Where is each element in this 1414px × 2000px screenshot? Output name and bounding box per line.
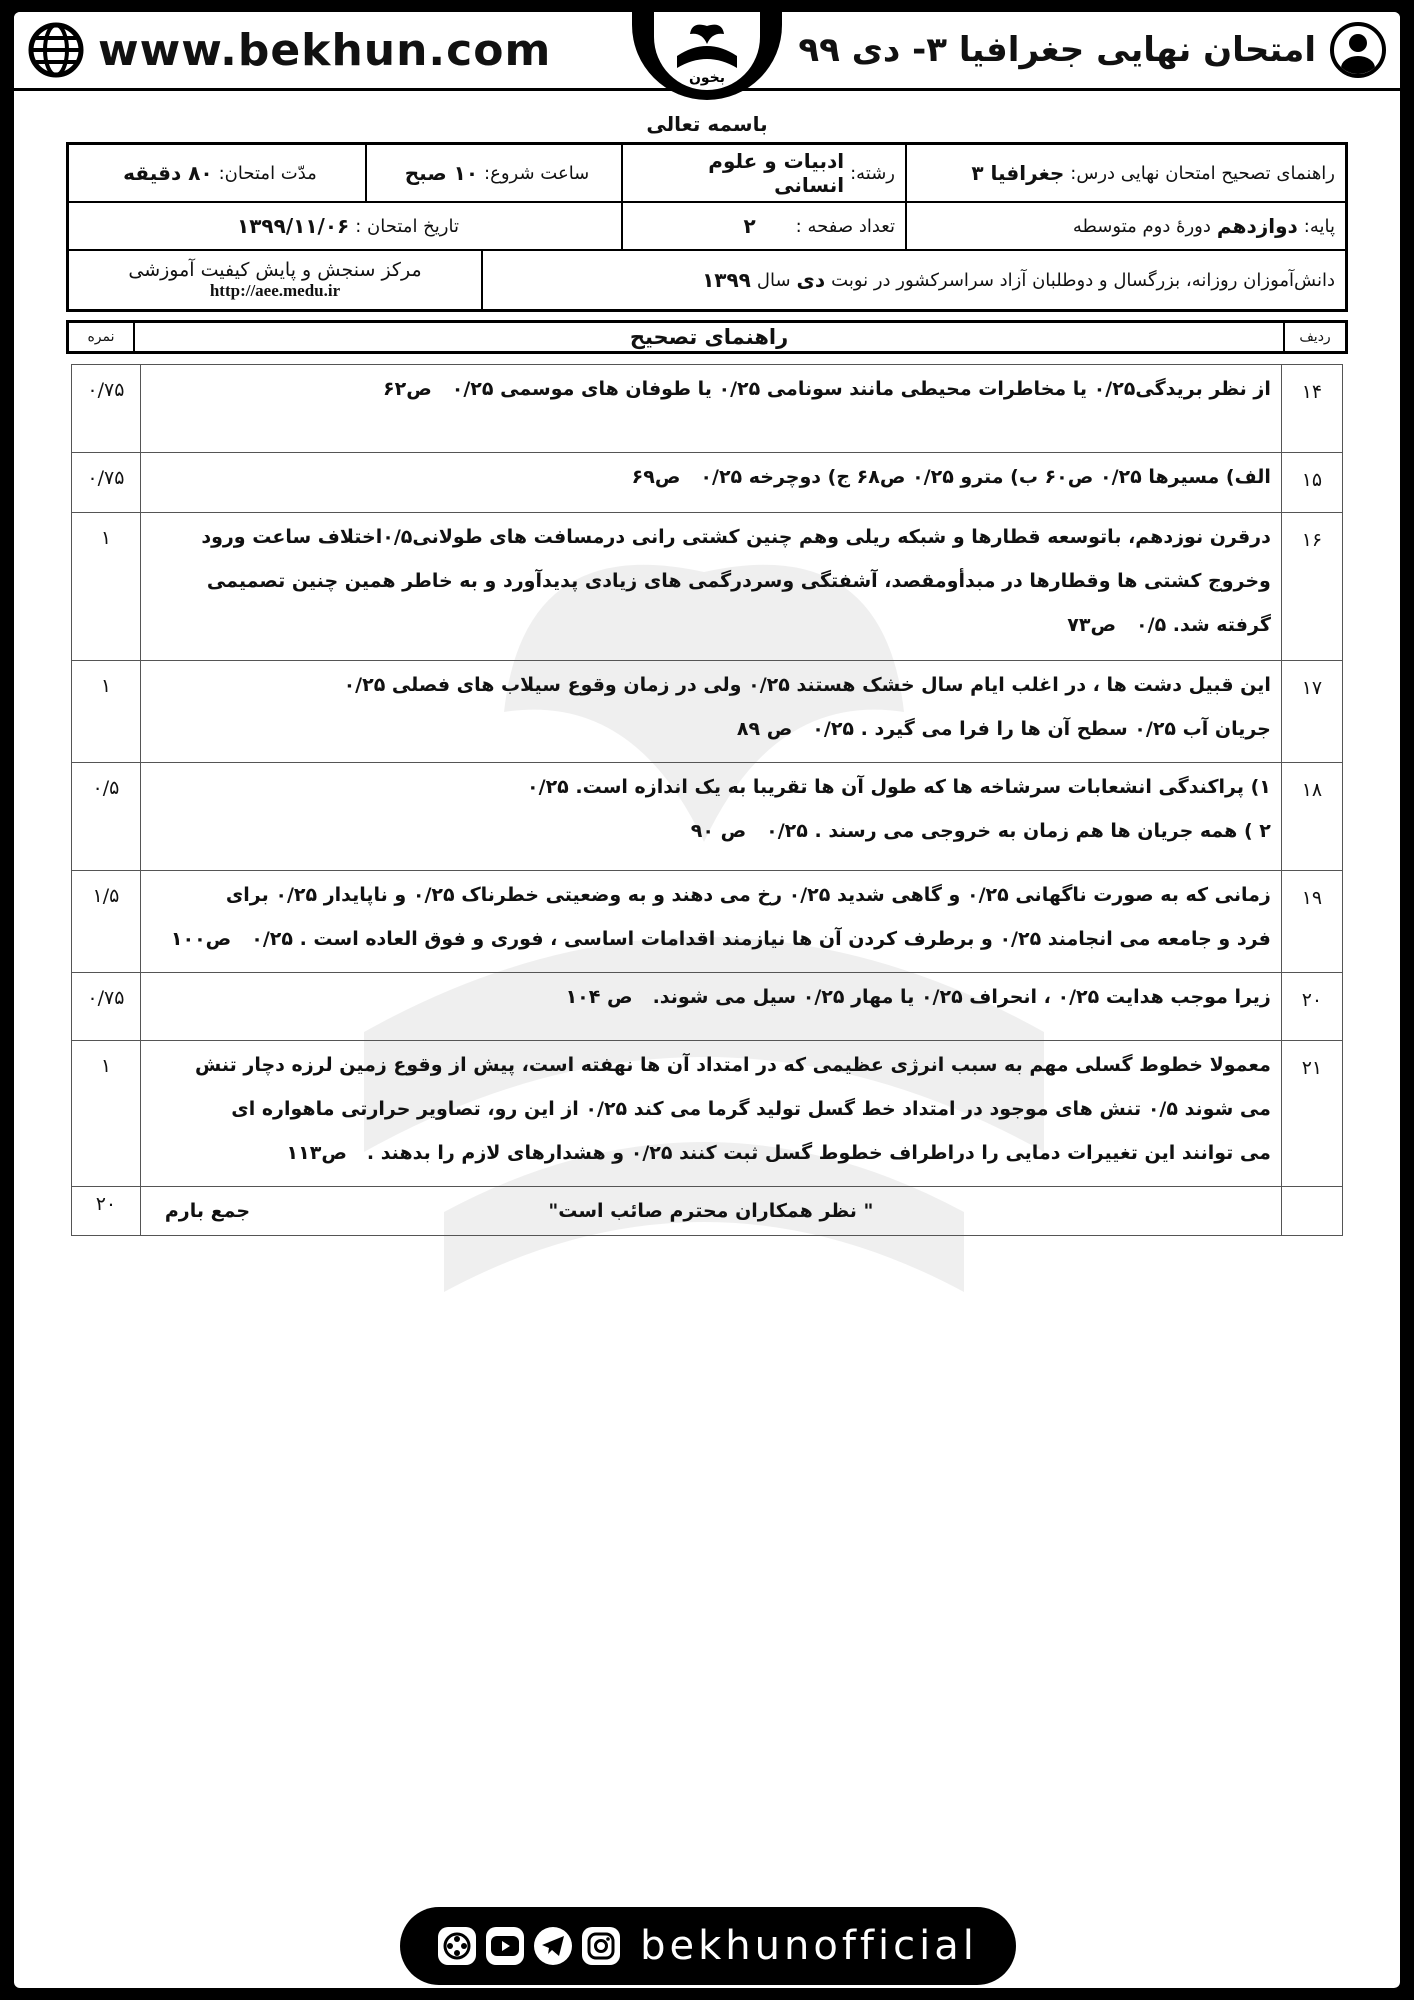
youtube-icon[interactable] xyxy=(486,1927,524,1965)
bismillah: باسمه تعالی xyxy=(646,112,768,136)
row-score: ۱/۵ xyxy=(72,871,141,973)
aparat-icon[interactable] xyxy=(438,1927,476,1965)
row-score: ۱ xyxy=(72,661,141,763)
answer-line xyxy=(151,455,1271,499)
row-score: ۱ xyxy=(72,513,141,661)
pages-cell xyxy=(621,203,905,249)
answer-line-text: می شوند ۰/۵ تنش های موجود در امتداد خط گسل تولید گرما می کند ۰/۲۵ از این رو، تصاویر حرارتی ماهواره ای xyxy=(231,1098,1271,1120)
answer-text xyxy=(140,453,1281,513)
book-logo-icon xyxy=(662,16,752,86)
answer-line-text: از نظر بریدگی۰/۲۵ یا مخاطرات محیطی مانند سونامی ۰/۲۵ یا طوفان های موسمی ۰/۲۵ xyxy=(451,378,1271,400)
row-score: ۰/۷۵ xyxy=(72,973,141,1041)
answer-line xyxy=(151,873,1271,917)
course-cell xyxy=(905,145,1345,201)
answer-line-text: فرد و جامعه می انجامند ۰/۲۵ و برطرف کردن آن ها نیازمند اقدامات اساسی ، فوری و فوق العاده است . ۰/۲۵ xyxy=(251,928,1271,950)
students-text: دانش‌آموزان روزانه، بزرگسال و دوطلبان آزاد سراسرکشور در نوبت xyxy=(831,269,1335,291)
session-value: دی xyxy=(796,268,826,292)
start-value: ۱۰ صبح xyxy=(404,161,479,185)
row-number: ۱۷ xyxy=(1281,661,1342,763)
duration-label: مدّت امتحان: xyxy=(218,162,317,184)
answer-line-text: زمانی که به صورت ناگهانی ۰/۲۵ و گاهی شدید ۰/۲۵ رخ می دهند و به وضعیتی خطرناک ۰/۲۵ و ناپایدار ۰/۲۵ برای xyxy=(225,884,1271,906)
answer-line-text: ۲ ) همه جریان ها هم زمان به خروجی می رسند . ۰/۲۵ xyxy=(766,820,1271,842)
header-title-group xyxy=(798,12,1386,88)
answer-row xyxy=(72,763,1343,871)
answer-text xyxy=(140,763,1281,871)
answer-table-header xyxy=(66,320,1348,354)
answer-line-text: زیرا موجب هدایت ۰/۲۵ ، انحراف ۰/۲۵ یا مهار ۰/۲۵ سیل می شوند. xyxy=(652,986,1271,1008)
header-site-group xyxy=(28,12,551,88)
grade-label: پایه: xyxy=(1303,215,1335,237)
page-reference: ص۱۰۰ xyxy=(170,928,232,950)
center-name: مرکز سنجش و پایش کیفیت آموزشی xyxy=(128,259,422,281)
sum-row xyxy=(72,1187,1343,1236)
answer-text xyxy=(140,661,1281,763)
answer-text xyxy=(140,871,1281,973)
course-value: جغرافیا ۳ xyxy=(971,161,1065,185)
answer-row xyxy=(72,513,1343,661)
instagram-icon[interactable] xyxy=(582,1927,620,1965)
answer-row xyxy=(72,973,1343,1041)
row-score: ۱ xyxy=(72,1041,141,1187)
telegram-icon[interactable] xyxy=(534,1927,572,1965)
answer-line xyxy=(151,603,1271,647)
answer-line xyxy=(151,765,1271,809)
grade-value: دوازدهم xyxy=(1216,214,1298,238)
answer-line xyxy=(151,707,1271,751)
row-number: ۱۶ xyxy=(1281,513,1342,661)
answer-line-text: معمولا خطوط گسلی مهم به سبب انرژی عظیمی که در امتداد آن ها نهفته است، پیش از وقوع زمین لرزه دچار تنش xyxy=(195,1054,1271,1076)
year-value: ۱۳۹۹ xyxy=(702,268,751,292)
page xyxy=(14,12,1400,1988)
sum-label: جمع بارم xyxy=(164,1200,251,1222)
logo xyxy=(654,12,760,90)
row-number: ۱۵ xyxy=(1281,453,1342,513)
exam-info-table xyxy=(66,142,1348,312)
field-cell xyxy=(621,145,905,201)
date-label: تاریخ امتحان : xyxy=(355,215,459,237)
start-label: ساعت شروع: xyxy=(484,162,590,184)
answer-line-text: این قبیل دشت ها ، در اغلب ایام سال خشک هستند ۰/۲۵ ولی در زمان وقوع سیلاب های فصلی ۰/۲۵ xyxy=(343,674,1271,696)
center-cell xyxy=(69,251,481,309)
globe-icon[interactable] xyxy=(28,22,84,78)
answer-line xyxy=(151,1087,1271,1131)
answer-line-text: درقرن نوزدهم، باتوسعه قطارها و شبکه ریلی وهم چنین کشتی رانی درمسافت های طولانی۰/۵اختلاف ساعت ورود xyxy=(201,526,1271,548)
answer-line xyxy=(151,809,1271,853)
page-reference: ص ۸۹ xyxy=(736,718,793,740)
answer-text xyxy=(140,365,1281,453)
row-number: ۱۹ xyxy=(1281,871,1342,973)
answer-table xyxy=(71,364,1343,1236)
answer-line xyxy=(151,1043,1271,1087)
answer-line xyxy=(151,559,1271,603)
logo-badge[interactable] xyxy=(632,12,782,100)
students-cell xyxy=(481,251,1345,309)
answer-text xyxy=(140,973,1281,1041)
social-handle[interactable]: bekhunofficial xyxy=(640,1923,978,1969)
column-score-header: نمره xyxy=(87,329,115,345)
grade-suffix: دورهٔ دوم متوسطه xyxy=(1072,215,1211,237)
sum-value: ۲۰ xyxy=(72,1187,141,1236)
answer-line-text: گرفته شد. ۰/۵ xyxy=(1136,614,1271,636)
duration-cell xyxy=(69,145,365,201)
answer-line-text: الف) مسیرها ۰/۲۵ ص۶۰ ب) مترو ۰/۲۵ ص۶۸ ج) دوچرخه ۰/۲۵ xyxy=(700,466,1271,488)
row-number: ۱۴ xyxy=(1281,365,1342,453)
answer-text xyxy=(140,1041,1281,1187)
answer-line-text: می توانند این تغییرات دمایی را دراطراف خطوط گسل ثبت کنند ۰/۲۵ و هشدارهای لازم را بدهند . xyxy=(366,1142,1271,1164)
start-cell xyxy=(365,145,621,201)
field-label: رشته: xyxy=(850,162,895,184)
row-number: ۲۰ xyxy=(1281,973,1342,1041)
row-score: ۰/۷۵ xyxy=(72,365,141,453)
row-number: ۱۸ xyxy=(1281,763,1342,871)
page-reference: ص۱۱۳ xyxy=(286,1142,347,1164)
answer-line-text: وخروج کشتی ها وقطارها در مبدأومقصد، آشفتگی وسردرگمی های زیادی پدیدآورد و به خاطر همین چنین تصمیمی xyxy=(206,570,1271,592)
sum-empty-cell xyxy=(1281,1187,1342,1236)
header-title: امتحان نهایی جغرافیا ۳- دی ۹۹ xyxy=(798,30,1316,70)
date-value: ۱۳۹۹/۱۱/۰۶ xyxy=(237,214,350,238)
column-guide-header: راهنمای تصحیح xyxy=(133,323,1283,351)
answer-line-text: جریان آب ۰/۲۵ سطح آن ها را فرا می گیرد . ۰/۲۵ xyxy=(812,718,1271,740)
answer-key-sheet xyxy=(66,112,1348,1236)
page-reference: ص ۹۰ xyxy=(690,820,747,842)
logo-text: بخون xyxy=(688,70,726,86)
row-score: ۰/۷۵ xyxy=(72,453,141,513)
answer-line xyxy=(151,515,1271,559)
column-row-header: ردیف xyxy=(1283,323,1345,351)
row-number: ۲۱ xyxy=(1281,1041,1342,1187)
pages-value: ۲ xyxy=(743,214,756,238)
course-label: راهنمای تصحیح امتحان نهایی درس: xyxy=(1070,162,1335,184)
answer-row xyxy=(72,453,1343,513)
field-value: ادبیات و علوم انسانی xyxy=(708,149,845,197)
answer-row xyxy=(72,661,1343,763)
row-score: ۰/۵ xyxy=(72,763,141,871)
year-label: سال xyxy=(756,269,791,291)
user-icon[interactable] xyxy=(1330,22,1386,78)
pages-label: تعداد صفحه : xyxy=(795,215,895,237)
date-cell xyxy=(69,203,621,249)
answer-row xyxy=(72,871,1343,973)
answer-line xyxy=(151,367,1271,411)
answer-row xyxy=(72,365,1343,453)
top-header xyxy=(14,12,1400,91)
duration-value: ۸۰ دقیقه xyxy=(123,161,213,185)
answer-line-text: ۱) پراکندگی انشعابات سرشاخه ها که طول آن ها تقریبا به یک اندازه است. ۰/۲۵ xyxy=(527,776,1271,798)
answer-line xyxy=(151,1131,1271,1175)
answer-line xyxy=(151,917,1271,961)
sum-note-cell xyxy=(140,1187,1281,1236)
page-reference: ص۷۳ xyxy=(1067,614,1117,636)
page-reference: ص۶۲ xyxy=(382,378,432,400)
page-reference: ص ۱۰۴ xyxy=(565,986,633,1008)
site-url[interactable]: www.bekhun.com xyxy=(98,24,552,76)
answer-row xyxy=(72,1041,1343,1187)
page-reference: ص۶۹ xyxy=(631,466,681,488)
sum-note: " نظر همکاران محترم صائب است" xyxy=(548,1200,874,1222)
answer-text xyxy=(140,513,1281,661)
answer-line xyxy=(151,663,1271,707)
answer-line xyxy=(151,975,1271,1019)
center-url[interactable]: http://aee.medu.ir xyxy=(209,281,341,300)
social-footer xyxy=(400,1907,1016,1985)
grade-cell xyxy=(905,203,1345,249)
